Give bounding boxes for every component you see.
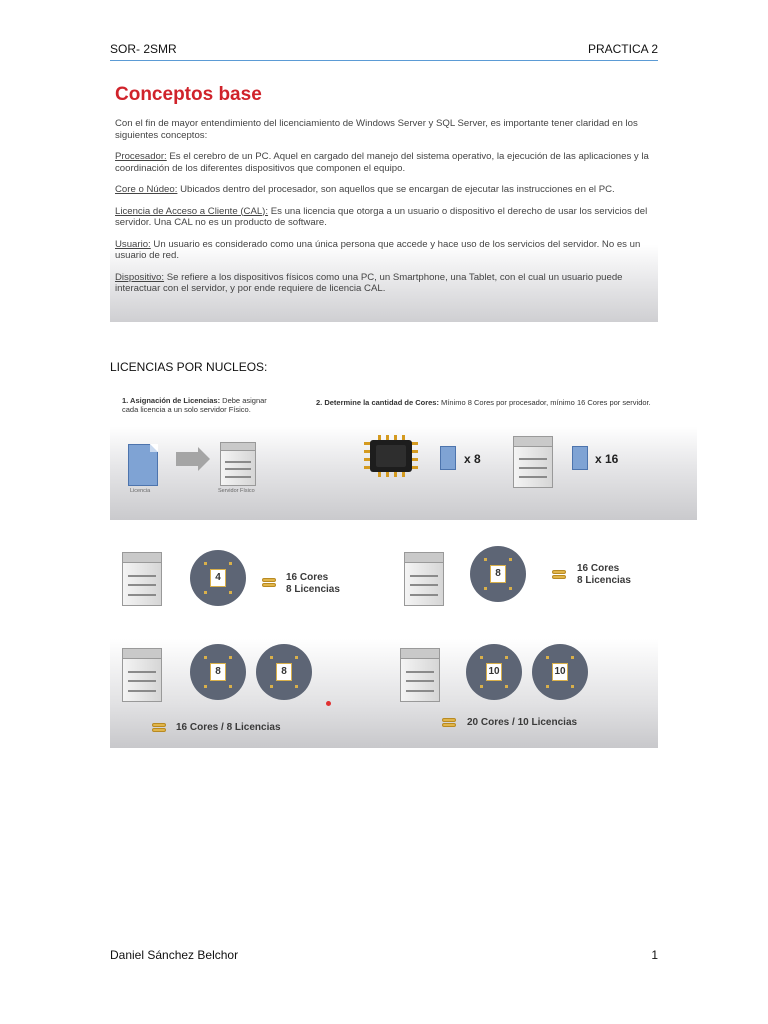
coins-icon	[262, 578, 276, 590]
processor-circle-icon	[190, 644, 246, 700]
step1-text: 1. Asignación de Licencias: Debe asignar cada licencia a un solo servidor Físico.	[122, 396, 267, 414]
concept-item	[115, 151, 652, 174]
concepts-title: Conceptos base	[115, 84, 262, 105]
core-count: 8	[276, 663, 292, 681]
concept-text: Es una licencia que otorga a un usuario o dispositivo el derecho de usar los servicios del servidor. Una CAL no es un producto de software.	[115, 205, 648, 228]
concepts-intro: Con el fin de mayor entendimiento del licenciamiento de Windows Server y SQL Server, es importante tener claridad en los siguientes conceptos:	[115, 118, 638, 141]
cores-licenses-text: 16 Cores 8 Licencias	[286, 572, 340, 595]
core-count: 10	[486, 663, 502, 681]
processor-circle-icon	[190, 550, 246, 606]
concept-term: Core o Núdeo:	[115, 184, 178, 195]
license-document-icon	[128, 444, 158, 486]
cores-licenses-text: 16 Cores 8 Licencias	[577, 563, 631, 586]
processor-circle-icon	[532, 644, 588, 700]
core-count: 10	[552, 663, 568, 681]
concept-item	[115, 239, 652, 262]
header-course: SOR- 2SMR	[110, 42, 177, 56]
red-dot-marker	[326, 701, 331, 706]
cores-licenses-text: 16 Cores / 8 Licencias	[176, 722, 281, 733]
server-icon	[122, 648, 162, 702]
concept-item	[115, 272, 652, 295]
processor-circle-icon	[466, 644, 522, 700]
processor-circle-icon	[256, 644, 312, 700]
page-header	[110, 42, 658, 61]
server-icon	[220, 442, 256, 486]
concept-item	[115, 206, 652, 229]
license-document-icon	[572, 446, 588, 470]
server-icon	[122, 552, 162, 606]
header-practice: PRACTICA 2	[587, 42, 658, 56]
license-document-icon	[440, 446, 456, 470]
concept-text: Se refiere a los dispositivos físicos como una PC, un Smartphone, una Tablet, con el cual un usuario puede interactuar con el servidor, y por ende requiere de licencia CAL.	[115, 271, 623, 294]
concept-term: Dispositivo:	[115, 271, 165, 283]
processor-circle-icon	[470, 546, 526, 602]
server-icon	[400, 648, 440, 702]
concept-term: Procesador:	[115, 151, 167, 162]
concepts-image	[110, 80, 658, 322]
concept-text: Es el cerebro de un PC. Aquel en cargado del manejo del sistema operativo, la ejecución de las aplicaciones y la coordinación de los diferentes dispositivos que componen el equipo.	[115, 151, 649, 174]
concept-text: Un usuario es considerado como una única persona que accede y hace uso de los servicios del servidor. No es un usuario de red.	[115, 238, 641, 261]
multiplier-16: x 16	[595, 452, 619, 466]
coins-icon	[552, 570, 566, 582]
processor-chip-icon	[362, 434, 420, 478]
license-label: Licencia	[130, 488, 151, 494]
coins-icon	[152, 723, 166, 735]
concept-term: Licencia de Acceso a Cliente (CAL):	[115, 205, 269, 217]
server-icon	[513, 436, 553, 488]
concept-term: Usuario:	[115, 238, 151, 250]
server-icon	[404, 552, 444, 606]
concept-item	[115, 184, 652, 196]
cores-examples-image	[110, 530, 658, 748]
arrow-right-icon	[176, 452, 198, 466]
concept-text: Ubicados dentro del procesador, son aquellos que se encargan de ejecutar las instrucciones en el PC.	[177, 184, 615, 195]
step2-text: 2. Determine la cantidad de Cores: Mínimo 8 Cores por procesador, mínimo 16 Cores por servidor.	[316, 398, 651, 407]
page-number: 1	[651, 948, 658, 962]
footer-author: Daniel Sánchez Belchor	[110, 948, 239, 962]
server-label: Servidor Físico	[218, 488, 255, 494]
section-title: LICENCIAS POR NUCLEOS:	[110, 360, 268, 374]
page-footer	[110, 948, 658, 962]
coins-icon	[442, 718, 456, 730]
core-count: 8	[210, 663, 226, 681]
cores-licenses-text: 20 Cores / 10 Licencias	[467, 717, 578, 728]
multiplier-8: x 8	[464, 452, 481, 466]
core-count: 4	[210, 569, 226, 587]
core-count: 8	[490, 565, 506, 583]
licencias-image	[110, 386, 697, 520]
